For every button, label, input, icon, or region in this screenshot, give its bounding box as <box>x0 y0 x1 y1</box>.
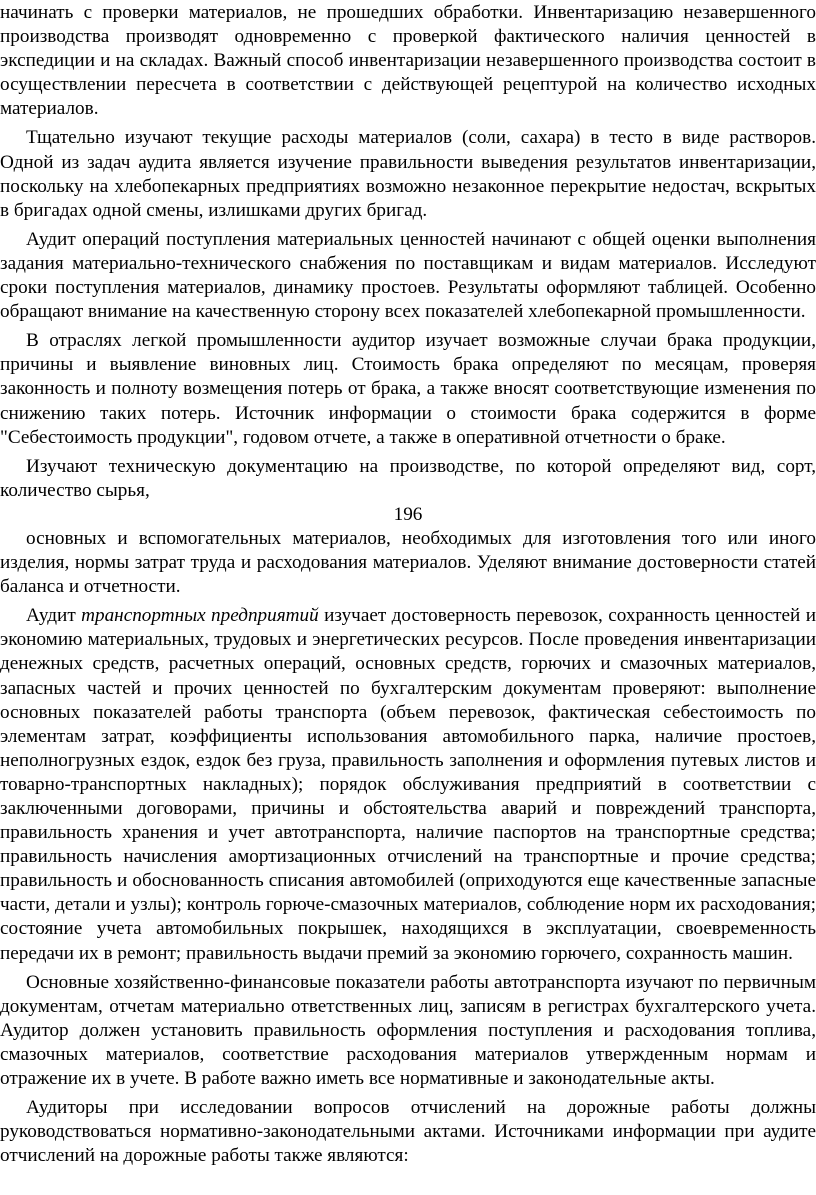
paragraph-materials-continued: основных и вспомогательных материалов, необходимых для изготовления того или иного изделия, нормы затрат труда и расходования материалов. Уделяют внимание достоверности статей баланса и отчетности. <box>0 527 816 598</box>
paragraph-supply-audit: Аудит операций поступления материальных ценностей начинают с общей оценки выполнения задания материально-технического снабжения по поставщикам и видам материалов. Исследуют сроки поступления материалов, динамику простоев. Результаты оформляют таблицей. Особенно обращают внимание на качественную сторону всех показателей хлебопекарной промышленности. <box>0 228 816 323</box>
paragraph-inventory: начинать с проверки материалов, не прошедших обработки. Инвентаризацию незавершенного производства производят одновременно с проверкой фактического наличия ценностей в экспедиции и на складах. Важный способ инвентаризации незавершенного производства состоит в осуществлении пересчета в соответствии с действующей рецептурой на количество исходных материалов. <box>0 2 816 120</box>
transport-emphasis: транспортных предприятий <box>81 605 319 627</box>
paragraph-transport-audit <box>0 604 816 965</box>
transport-body: изучает достоверность перевозок, сохранность ценностей и экономию материальных, трудовых и энергетических ресурсов. После проведения инвентаризации денежных средств, расчетных операций, основных средств, горючих и смазочных материалов, запасных частей и прочих ценностей по бухгалтерским документам проверяют: выполнение основных показателей работы транспорта (объем перевозок, фактическая себестоимость по элементам затрат, коэффициенты использования автомобильного парка, наличие простоев, неполногрузных ездок, ездок без груза, правильность заполнения и оформления путевых листов и товарно-транспортных накладных); порядок обслуживания предприятий в соответствии с заключенными договорами, причины и обстоятельства аварий и повреждений транспорта, правильность хранения и учет автотранспорта, наличие паспортов на транспортные средства; правильность начисления амортизационных отчислений на транспортные и прочие средства; правильность и обоснованность списания автомобилей (оприходуются еще качественные запасные части, детали и узлы); контроль горюче-смазочных материалов, соблюдение норм их расходования; состояние учета автомобильных покрышек, находящихся в эксплуатации, своевременность передачи их в ремонт; правильность выдачи премий за экономию горючего, сохранность машин. <box>0 605 816 964</box>
paragraph-light-industry: В отраслях легкой промышленности аудитор изучает возможные случаи брака продукции, причины и выявление виновных лиц. Стоимость брака определяют по месяцам, проверяя законность и полноту возмещения потерь от брака, а также вносят соответствующие изменения по снижению таких потерь. Источник информации о стоимости брака содержится в форме "Себестоимость продукции", годовом отчете, а также в оперативной отчетности о браке. <box>0 330 816 448</box>
paragraph-road-works: Аудиторы при исследовании вопросов отчислений на дорожные работы должны руководствоваться нормативно-законодательными актами. Источниками информации при аудите отчислений на дорожные работы также являются: <box>0 1097 816 1167</box>
paragraph-materials-expenses: Тщательно изучают текущие расходы материалов (соли, сахара) в тесто в виде растворов. Одной из задач аудита является изучение правильности выведения результатов инвентаризации, поскольку на хлебопекарных предприятиях возможно незаконное перекрытие недостач, вскрытых в бригадах одной смены, излишками других бригад. <box>0 127 816 221</box>
paragraph-financial-indicators: Основные хозяйственно-финансовые показатели работы автотранспорта изучают по первичным документам, отчетам материально ответственных лиц, записям в регистрах бухгалтерского учета. Аудитор должен установить правильность оформления поступления и расходования топлива, смазочных материалов, соответствие расходования материалов утвержденным нормам и отражение их в учете. В работе важно иметь все нормативные и законодательные акты. <box>0 971 816 1090</box>
page-number: 196 <box>393 503 423 525</box>
transport-lead: Аудит <box>26 605 76 627</box>
paragraph-technical-docs: Изучают техническую документацию на производстве, по которой определяют вид, сорт, количество сырья, <box>0 455 816 501</box>
